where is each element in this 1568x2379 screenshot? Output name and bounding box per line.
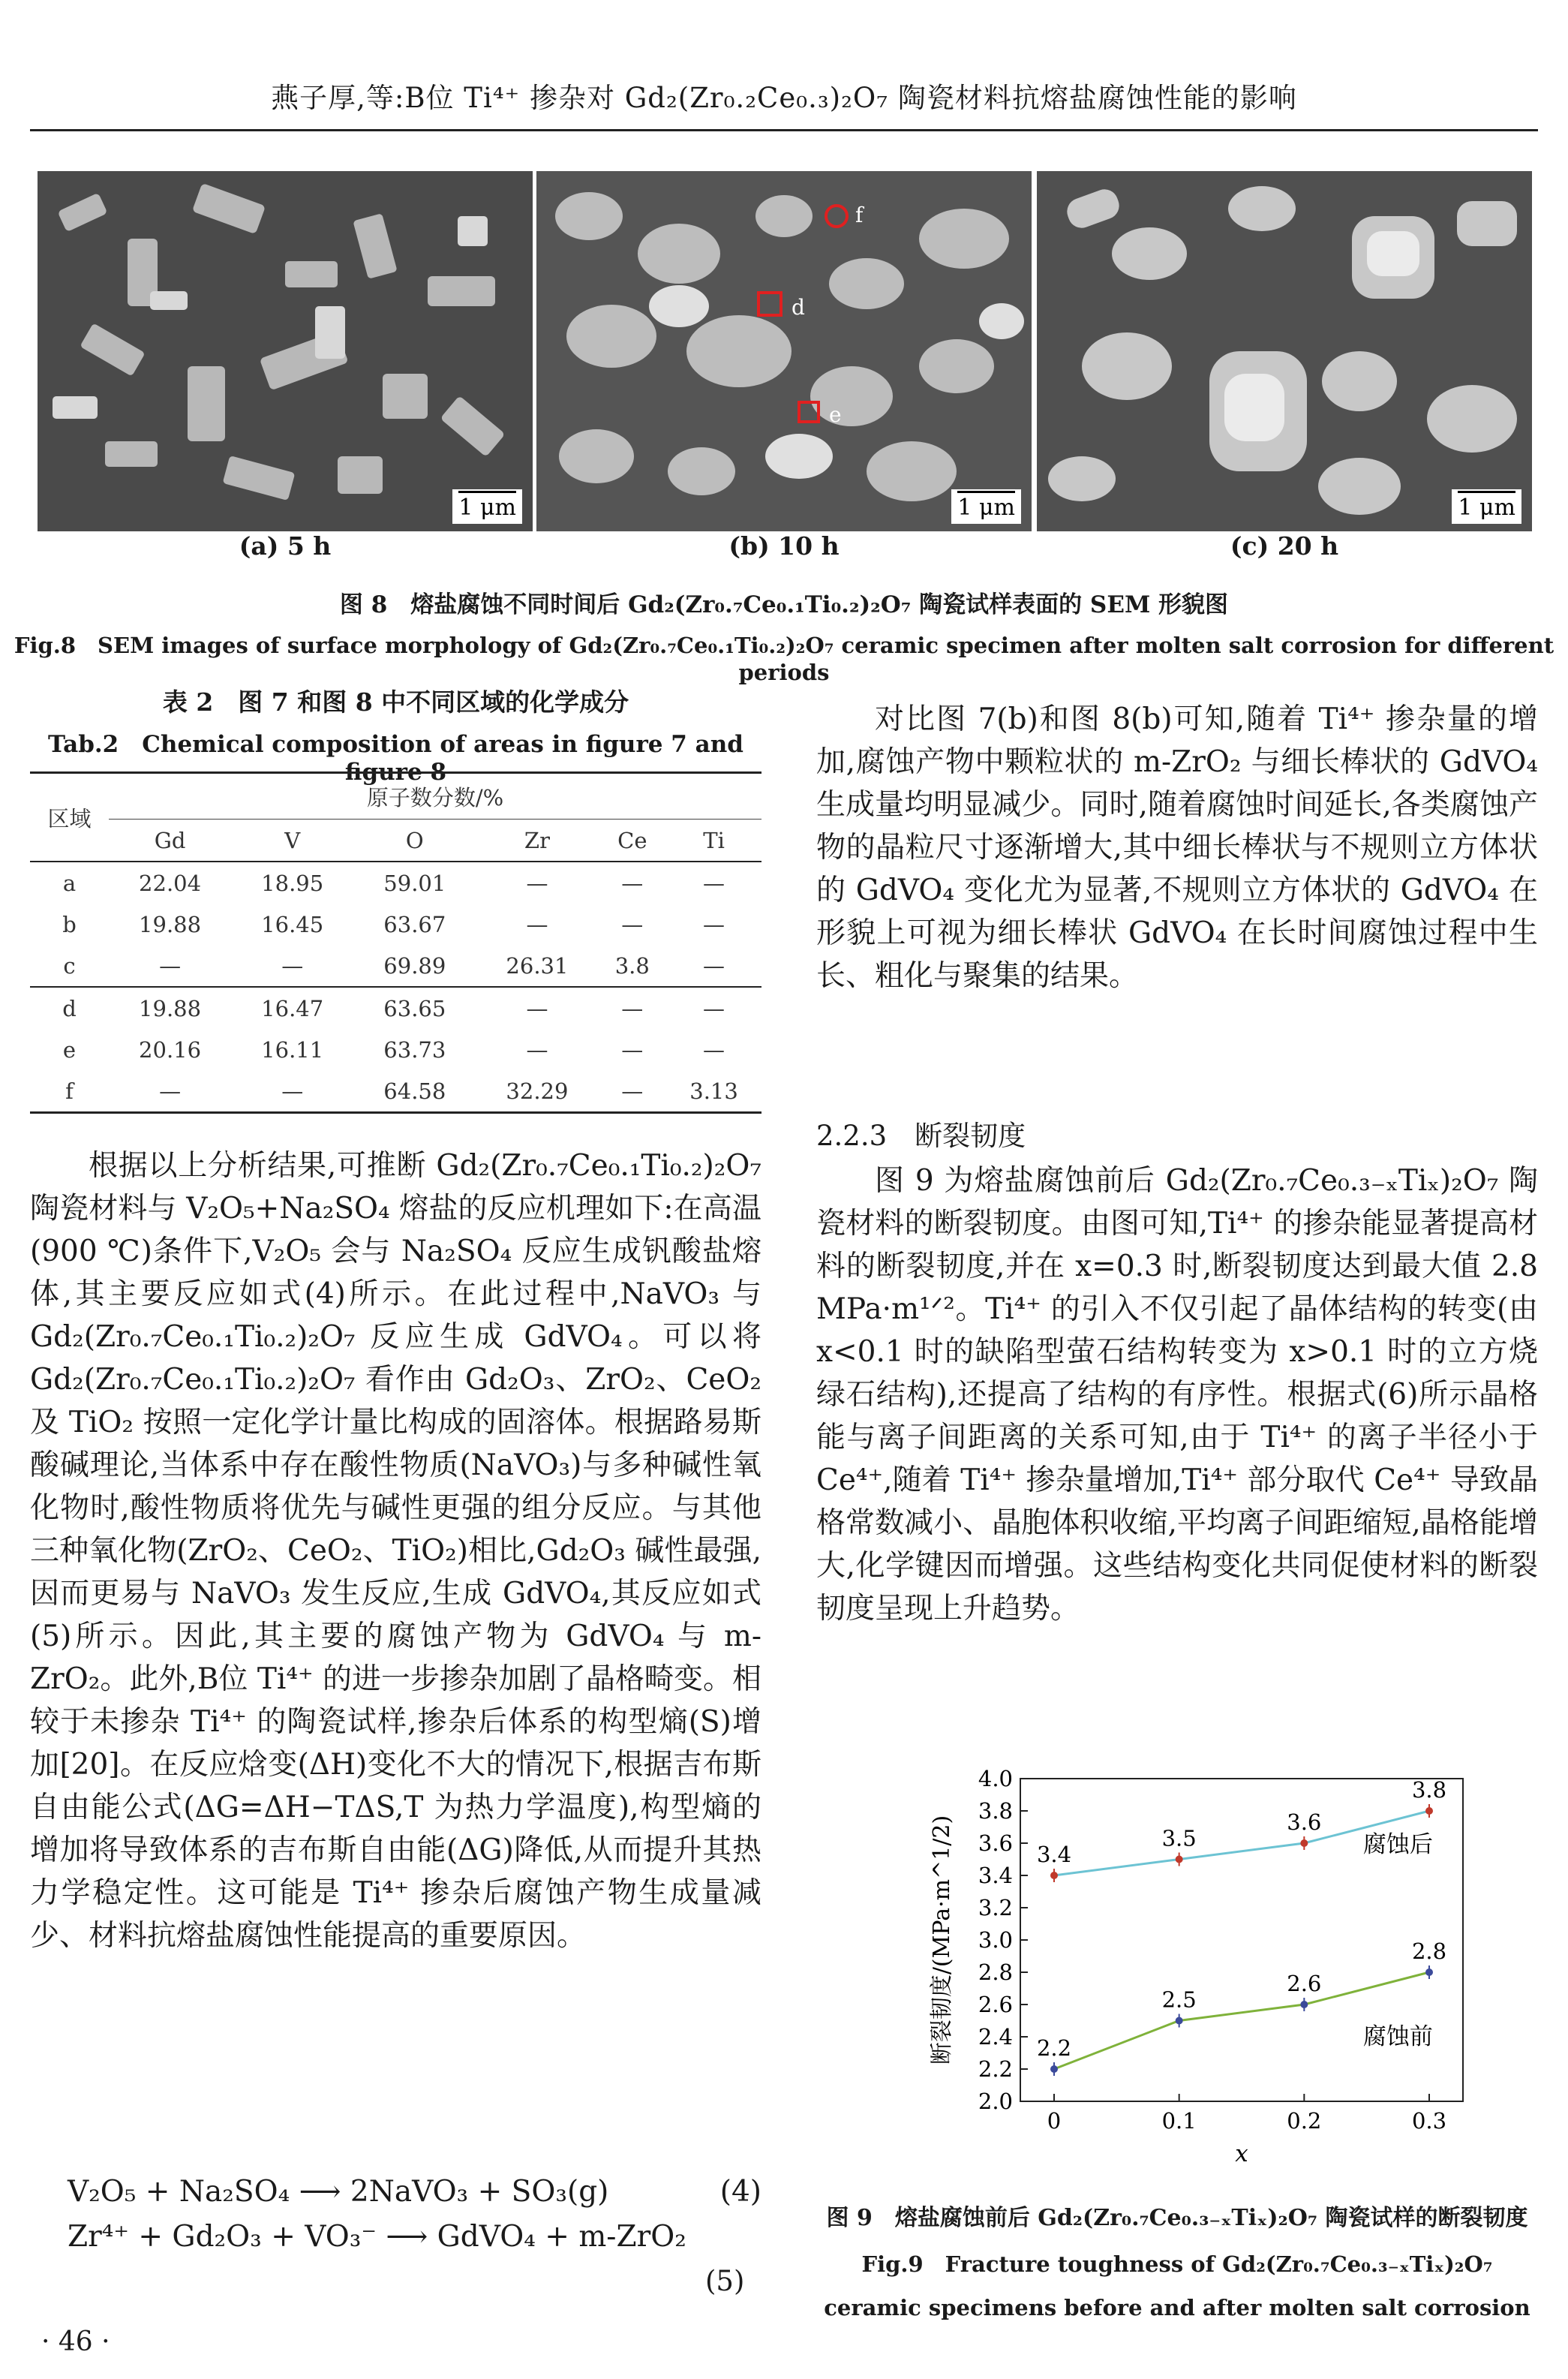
y-tick-label: 3.4: [978, 1863, 1013, 1888]
data-label: 3.8: [1411, 1777, 1447, 1803]
table-cell: 26.31: [506, 952, 569, 979]
table-cell: 19.88: [139, 995, 202, 1021]
figure8-caption-en: Fig.8 SEM images of surface morphology of Gd₂(Zr₀.₇Ce₀.₁Ti₀.₂)₂O₇ ceramic specimen after molten salt corrosion for different periods: [14, 633, 1554, 685]
table-cell: 59.01: [383, 870, 446, 896]
table-cell: 16.47: [261, 995, 324, 1021]
figure9-caption-cn: 图 9 熔盐腐蚀前后 Gd₂(Zr₀.₇Ce₀.₃₋ₓTiₓ)₂O₇ 陶瓷试样的断裂韧度: [826, 2205, 1528, 2231]
table-cell: 63.65: [383, 995, 446, 1021]
y-tick-label: 2.6: [978, 1992, 1013, 2017]
table-cell: 69.89: [383, 952, 446, 979]
left-column-paragraph: [30, 1144, 761, 1957]
table-row: [30, 1029, 761, 1070]
table-col-ti: Ti: [703, 827, 725, 853]
right-column-paragraph-1: [816, 698, 1538, 997]
running-header: 燕子厚,等:B位 Ti⁴⁺ 掺杂对 Gd₂(Zr₀.₂Ce₀.₃)₂O₇ 陶瓷材料抗熔盐腐蚀性能的影响: [271, 82, 1297, 114]
table-cell: 32.29: [506, 1078, 569, 1104]
table-cell: 19.88: [139, 911, 202, 937]
table-cell: —: [621, 870, 644, 896]
data-label: 3.5: [1161, 1825, 1197, 1851]
equation-5: [68, 2220, 761, 2254]
table-cell: —: [621, 1078, 644, 1104]
table-cell: —: [159, 1078, 182, 1104]
equation-4-number: (4): [719, 2175, 761, 2209]
paragraph-text: 根据以上分析结果,可推断 Gd₂(Zr₀.₇Ce₀.₁Ti₀.₂)₂O₇ 陶瓷材料与 V₂O₅+Na₂SO₄ 熔盐的反应机理如下:在高温(900 ℃)条件下,V₂O₅ 会与 Na₂SO₄ 反应生成钒酸盐熔体,其主要反应如式(4)所示。在此过程中,NaVO₃ 与 Gd₂(Zr₀.₇Ce₀.₁Ti₀.₂)₂O₇ 反应生成 GdVO₄。可以将 Gd₂(Zr₀.₇Ce₀.₁Ti₀.₂)₂O₇ 看作由 Gd₂O₃、ZrO₂、CeO₂ 及 TiO₂ 按照一定化学计量比构成的固溶体。根据路易斯酸碱理论,当体系中存在酸性物质(NaVO₃)与多种碱性氧化物时,酸性物质将优先与碱性更强的组分反应。与其他三种氧化物(ZrO₂、CeO₂、TiO₂)相比,Gd₂O₃ 碱性最强,因而更易与 NaVO₃ 发生反应,生成 GdVO₄,其反应如式(5)所示。因此,其主要的腐蚀产物为 GdVO₄ 与 m-ZrO₂。此外,B位 Ti⁴⁺ 的进一步掺杂加剧了晶格畸变。相较于未掺杂 Ti⁴⁺ 的陶瓷试样,掺杂后体系的构型熵(S)增加[20]。在反应焓变(ΔH)变化不大的情况下,根据吉布斯自由能公式(ΔG=ΔH−TΔS,T 为热力学温度),构型熵的增加将导致体系的吉布斯自由能(ΔG)降低,从而提升其热力学稳定性。这可能是 Ti⁴⁺ 掺杂后腐蚀产物生成量减少、材料抗熔盐腐蚀性能提高的重要原因。: [30, 1149, 761, 1953]
table-cell: —: [621, 1036, 644, 1063]
section-heading: 2.2.3 断裂韧度: [816, 1120, 1026, 1152]
table-cell: 18.95: [261, 870, 324, 896]
y-tick-label: 2.8: [978, 1959, 1013, 1985]
table2: [30, 771, 761, 1114]
data-label: 3.4: [1036, 1842, 1072, 1867]
table-cell: —: [703, 911, 725, 937]
sem-panel-c: [1037, 171, 1532, 531]
sem-panel-b: [536, 171, 1032, 531]
scale-bar-a: 1 μm: [452, 489, 522, 524]
sem-image-a: [38, 171, 533, 531]
table-cell: —: [526, 911, 548, 937]
table-cell: 22.04: [139, 870, 202, 896]
table-header-group: 原子数分数/%: [366, 784, 504, 811]
table-cell: 3.8: [614, 952, 650, 979]
equation-4-body: V₂O₅ + Na₂SO₄ ⟶ 2NaVO₃ + SO₃(g): [68, 2175, 609, 2209]
equation-4: [68, 2175, 761, 2209]
table-cell: b: [62, 911, 77, 937]
x-tick-label: 0: [1047, 2108, 1062, 2134]
x-tick-label: 0.3: [1411, 2108, 1447, 2134]
data-label: 2.5: [1161, 1987, 1197, 2013]
sem-image-c: [1037, 171, 1532, 531]
fracture-toughness-chart: [818, 1756, 1538, 2191]
equation-5-number: (5): [705, 2265, 745, 2297]
data-point: [1425, 1807, 1433, 1815]
series-name-label: 腐蚀后: [1362, 1831, 1433, 1858]
table-cell: —: [281, 1078, 304, 1104]
equation-5-body: Zr⁴⁺ + Gd₂O₃ + VO₃⁻ ⟶ GdVO₄ + m-ZrO₂: [68, 2220, 686, 2254]
table-col-zr: Zr: [524, 827, 550, 853]
subcaption-b: (b) 10 h: [728, 531, 840, 561]
paragraph-text: 图 9 为熔盐腐蚀前后 Gd₂(Zr₀.₇Ce₀.₃₋ₓTiₓ)₂O₇ 陶瓷材料的断裂韧度。由图可知,Ti⁴⁺ 的掺杂能显著提高材料的断裂韧度,并在 x=0.3 时,断裂韧度达到最大值 2.8 MPa·m¹ᐟ²。Ti⁴⁺ 的引入不仅引起了晶体结构的转变(由 x<0.1 时的缺陷型萤石结构转变为 x>0.1 时的立方烧绿石结构),还提高了结构的有序性。根据式(6)所示晶格能与离子间距离的关系可知,由于 Ti⁴⁺ 的离子半径小于 Ce⁴⁺,随着 Ti⁴⁺ 掺杂量增加,Ti⁴⁺ 部分取代 Ce⁴⁺ 导致晶格常数减小、晶胞体积收缩,平均离子间距缩短,晶格能增大,化学键因而增强。这些结构变化共同促使材料的断裂韧度呈现上升趋势。: [816, 1164, 1538, 1626]
series-name-label: 腐蚀前: [1362, 2023, 1433, 2050]
table-col-o: O: [405, 827, 424, 853]
data-label: 2.6: [1287, 1971, 1322, 1996]
scale-bar-c: 1 μm: [1452, 489, 1521, 524]
table-cell: 16.45: [261, 911, 324, 937]
table-cell: 16.11: [261, 1036, 324, 1063]
plot-frame: [1020, 1779, 1463, 2101]
table-row: [30, 904, 761, 945]
y-tick-label: 2.2: [978, 2056, 1013, 2082]
table-row: [30, 945, 761, 987]
figure8-caption-cn: 图 8 熔盐腐蚀不同时间后 Gd₂(Zr₀.₇Ce₀.₁Ti₀.₂)₂O₇ 陶瓷试样表面的 SEM 形貌图: [339, 591, 1229, 618]
table-cell: a: [62, 870, 77, 896]
sem-panel-a: [38, 171, 533, 531]
table-col-ce: Ce: [617, 827, 647, 853]
region-label-d: d: [792, 295, 805, 320]
right-column-paragraph-2: [816, 1159, 1538, 1630]
table-row: [30, 987, 761, 1029]
table-cell: 63.73: [383, 1036, 446, 1063]
table-cell: —: [703, 995, 725, 1021]
table2-title-cn: 表 2 图 7 和图 8 中不同区域的化学成分: [162, 687, 629, 717]
data-point: [1176, 2017, 1183, 2025]
data-label: 3.6: [1287, 1809, 1322, 1835]
data-label: 2.8: [1411, 1938, 1447, 1964]
subcaption-c: (c) 20 h: [1230, 531, 1339, 561]
table-cell: —: [621, 911, 644, 937]
table-header-region: 区域: [47, 805, 92, 832]
table-cell: —: [526, 870, 548, 896]
table-cell: —: [281, 952, 304, 979]
table-cell: —: [703, 870, 725, 896]
x-tick-label: 0.1: [1161, 2108, 1197, 2134]
data-point: [1176, 1856, 1183, 1863]
header-rule: [30, 129, 1538, 131]
table-cell: c: [63, 952, 76, 979]
y-tick-label: 3.6: [978, 1830, 1013, 1856]
scale-bar-b: 1 μm: [951, 489, 1021, 524]
table2-title-en: Tab.2 Chemical composition of areas in figure 7 and figure 8: [48, 731, 743, 786]
table-cell: —: [526, 995, 548, 1021]
table-cell: —: [703, 1036, 725, 1063]
table-cell: e: [62, 1036, 77, 1063]
y-tick-label: 3.2: [978, 1895, 1013, 1920]
table-cell: d: [62, 995, 77, 1021]
data-point: [1425, 1968, 1433, 1976]
data-label: 2.2: [1036, 2035, 1072, 2061]
table-cell: 63.67: [383, 911, 446, 937]
table-cell: 3.13: [689, 1078, 738, 1104]
table-cell: 64.58: [383, 1078, 446, 1104]
y-tick-label: 3.0: [978, 1927, 1013, 1953]
figure9-caption-en: Fig.9 Fracture toughness of Gd₂(Zr₀.₇Ce₀.₃₋ₓTiₓ)₂O₇ ceramic specimens before and after molten salt corrosion: [824, 2251, 1530, 2320]
table-cell: —: [703, 952, 725, 979]
series-line-before: [1054, 1972, 1429, 2069]
x-axis-label: x: [1235, 2140, 1248, 2167]
region-label-f: f: [855, 203, 864, 227]
data-point: [1300, 2001, 1308, 2008]
table-cell: 20.16: [139, 1036, 202, 1063]
data-point: [1050, 2065, 1058, 2073]
table-cell: —: [159, 952, 182, 979]
table-row: [30, 1070, 761, 1113]
table-col-gd: Gd: [154, 827, 186, 853]
subcaption-a: (a) 5 h: [239, 531, 332, 561]
y-tick-label: 4.0: [978, 1766, 1013, 1791]
table-col-v: V: [284, 827, 301, 853]
y-tick-label: 2.4: [978, 2024, 1013, 2050]
table-cell: —: [621, 995, 644, 1021]
data-point: [1300, 1839, 1308, 1847]
table-cell: —: [526, 1036, 548, 1063]
y-axis-label: 断裂韧度/(MPa·m^1/2): [929, 1815, 955, 2065]
y-tick-label: 2.0: [978, 2089, 1013, 2114]
sem-image-b: [536, 171, 1032, 531]
x-tick-label: 0.2: [1287, 2108, 1322, 2134]
y-tick-label: 3.8: [978, 1798, 1013, 1824]
page-number: · 46 ·: [41, 2326, 110, 2357]
data-point: [1050, 1872, 1058, 1879]
table-row: [30, 862, 761, 904]
paragraph-text: 对比图 7(b)和图 8(b)可知,随着 Ti⁴⁺ 掺杂量的增加,腐蚀产物中颗粒状的 m-ZrO₂ 与细长棒状的 GdVO₄ 生成量均明显减少。同时,随着腐蚀时间延长,各类腐蚀产物的晶粒尺寸逐渐增大,其中细长棒状与不规则立方体状的 GdVO₄ 变化尤为显著,不规则立方体状的 GdVO₄ 在形貌上可视为细长棒状 GdVO₄ 在长时间腐蚀过程中生长、粗化与聚集的结果。: [816, 702, 1538, 993]
region-label-e: e: [829, 402, 842, 427]
table-cell: f: [65, 1078, 74, 1104]
